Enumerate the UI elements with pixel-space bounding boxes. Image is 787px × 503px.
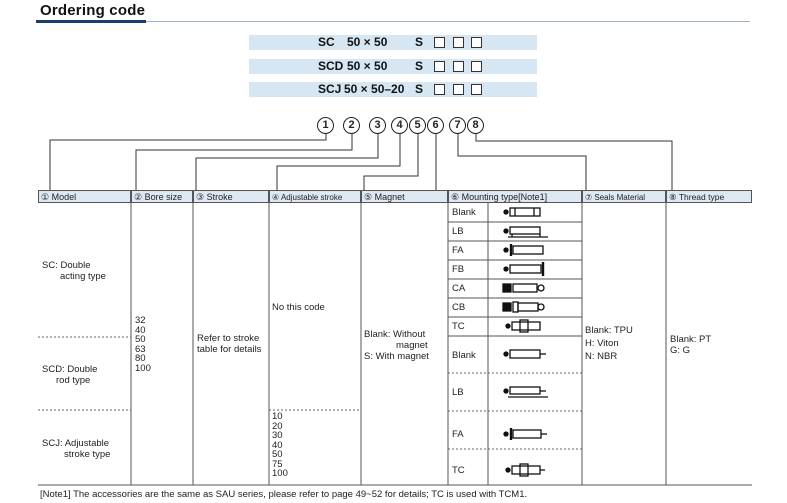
callout-1: 1 bbox=[317, 117, 334, 134]
mount-icon-double-blank bbox=[504, 350, 546, 358]
callout-7: 7 bbox=[449, 117, 466, 134]
mount-label-double-lb: LB bbox=[452, 387, 464, 398]
mount-label-fb: FB bbox=[452, 264, 465, 275]
mount-label-blank: Blank bbox=[452, 207, 476, 218]
header-seals-material: ⑦ Seals Material bbox=[582, 190, 666, 203]
mount-label-fa: FA bbox=[452, 245, 464, 256]
model-scd: SCD: Double rod type bbox=[42, 364, 98, 386]
mount-label-double-fa: FA bbox=[452, 429, 464, 440]
mount-icon-fb bbox=[504, 262, 543, 276]
mount-icon-double-tc bbox=[506, 464, 545, 476]
callout-8: 8 bbox=[467, 117, 484, 134]
mount-icon-double-lb bbox=[504, 387, 548, 397]
header-stroke: ③ Stroke bbox=[193, 190, 269, 203]
mount-icon-blank bbox=[504, 208, 540, 216]
header-model: ① Model bbox=[38, 190, 131, 203]
section-title: Ordering code bbox=[40, 2, 146, 19]
header-bore-size: ② Bore size bbox=[131, 190, 193, 203]
magnet-options: Blank: Without magnet S: With magnet bbox=[364, 329, 429, 362]
bore-size-item: 63 bbox=[135, 343, 146, 355]
mount-icon-cb bbox=[503, 302, 544, 312]
bore-size-item: 80 bbox=[135, 353, 146, 364]
footnote: [Note1] The accessories are the same as SAU series, please refer to page 49~52 for details; TC is used with TCM1. bbox=[40, 489, 528, 500]
stroke-note: Refer to stroke table for details bbox=[197, 333, 262, 355]
adjustable-value: 10 bbox=[272, 411, 283, 422]
thread-options: Blank: PT G: G bbox=[670, 334, 712, 356]
code-size: 50 × 50–20 bbox=[344, 82, 405, 96]
model-sc: SC: Double acting type bbox=[42, 260, 106, 282]
code-letter: S bbox=[415, 59, 424, 73]
code-prefix: SCD bbox=[318, 59, 344, 73]
adjustable-value: 30 bbox=[272, 430, 283, 441]
bore-size-item: 32 bbox=[135, 315, 146, 326]
bore-size-list bbox=[135, 316, 151, 373]
header-thread-type: ⑧ Thread type bbox=[666, 190, 752, 203]
adjustable-value: 75 bbox=[272, 458, 283, 470]
callout-3: 3 bbox=[369, 117, 386, 134]
mount-icon-double-fa bbox=[504, 428, 547, 440]
mount-icon-tc bbox=[506, 320, 540, 332]
mount-label-double-tc: TC bbox=[452, 465, 465, 476]
header-mounting-label: ⑥ Mounting type bbox=[451, 192, 519, 202]
mount-icon-lb bbox=[504, 227, 548, 237]
adjustable-value: 40 bbox=[272, 439, 283, 451]
callout-2: 2 bbox=[343, 117, 360, 134]
adjustable-value: 20 bbox=[272, 420, 283, 432]
header-magnet: ⑤ Magnet bbox=[361, 190, 448, 203]
adjustable-value: 50 bbox=[272, 449, 283, 460]
header-adjustable-stroke: ④ Adjustable stroke bbox=[269, 190, 361, 203]
adjustable-value-list bbox=[272, 412, 288, 479]
mount-icon-ca bbox=[503, 284, 544, 292]
adjustable-no-code: No this code bbox=[272, 302, 325, 313]
callout-5: 5 bbox=[409, 117, 426, 134]
code-prefix: SC bbox=[318, 35, 335, 49]
code-letter: S bbox=[415, 35, 424, 49]
mount-label-lb: LB bbox=[452, 226, 464, 237]
seals-options: Blank: TPU H: Viton N: NBR bbox=[585, 325, 633, 362]
mount-icon-fa bbox=[504, 244, 543, 256]
callout-4: 4 bbox=[391, 117, 408, 134]
code-size: 50 × 50 bbox=[347, 35, 388, 49]
mount-label-tc: TC bbox=[452, 321, 465, 332]
code-size: 50 × 50 bbox=[347, 59, 388, 73]
mount-label-ca: CA bbox=[452, 283, 466, 294]
header-mounting-note: [Note1] bbox=[518, 192, 548, 202]
callout-6: 6 bbox=[427, 117, 444, 134]
mount-label-cb: CB bbox=[452, 302, 466, 313]
bore-size-item: 50 bbox=[135, 334, 146, 345]
bore-size-item: 100 bbox=[135, 362, 151, 374]
adjustable-value: 100 bbox=[272, 468, 288, 479]
code-prefix: SCJ bbox=[318, 82, 342, 96]
model-scj: SCJ: Adjustable stroke type bbox=[42, 438, 111, 460]
mount-label-double-blank: Blank bbox=[452, 350, 476, 361]
bore-size-item: 40 bbox=[135, 324, 146, 336]
code-letter: S bbox=[415, 82, 424, 96]
